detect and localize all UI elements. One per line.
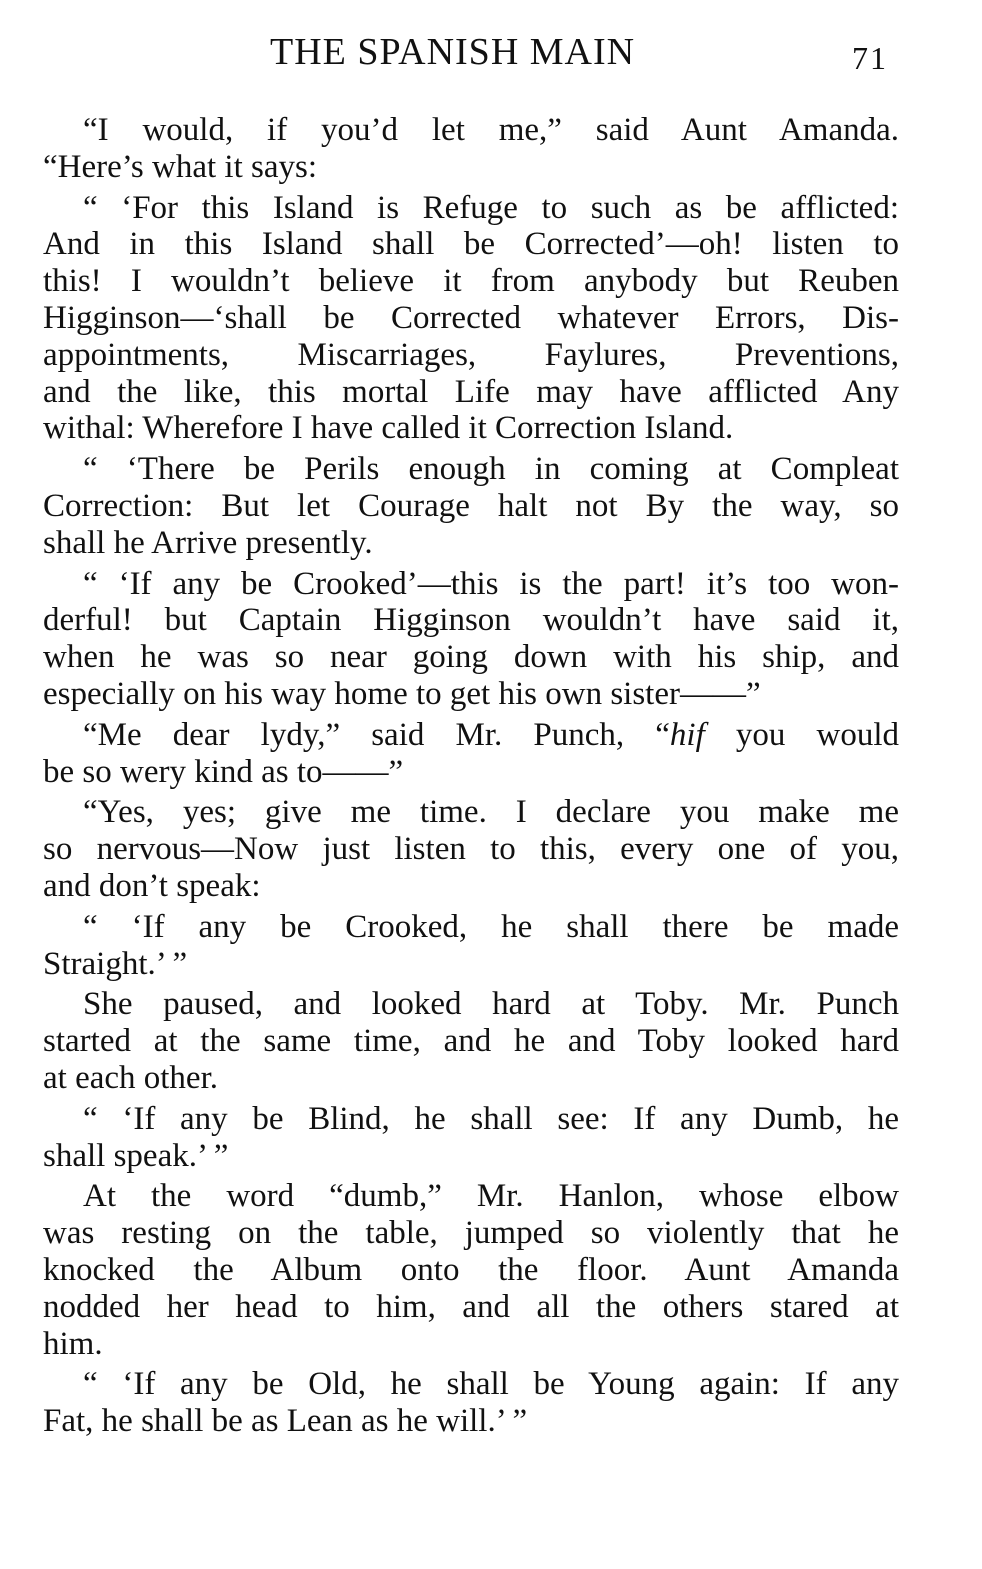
paragraph [43, 112, 899, 186]
paragraph [43, 190, 899, 448]
text-line: “ ‘If any be Crooked, he shall there be made [83, 908, 899, 945]
text-line: be so wery kind as to——” [43, 753, 404, 790]
paragraph [43, 1178, 899, 1362]
text-line: knocked the Album onto the floor. Aunt Amanda [43, 1251, 899, 1288]
emphasis: hif [669, 716, 705, 753]
text-line: “Yes, yes; give me time. I declare you make me [83, 794, 899, 831]
paragraph [43, 794, 899, 904]
text-line: withal: Wherefore I have called it Correction Island. [43, 410, 734, 447]
body-text [43, 112, 899, 1444]
running-title: THE SPANISH MAIN [270, 31, 636, 73]
page-number: 71 [852, 40, 888, 76]
paragraph [43, 1366, 899, 1440]
text-line: this! I wouldn’t believe it from anybody but Reuben [43, 263, 899, 300]
text-line: Higginson—‘shall be Corrected whatever Errors, Dis- [43, 299, 899, 336]
text-line: and don’t speak: [43, 867, 261, 904]
text-line: shall he Arrive presently. [43, 524, 373, 561]
paragraph [43, 717, 899, 791]
text-line: shall speak.’ ” [43, 1137, 229, 1174]
text-line: him. [43, 1325, 103, 1362]
text-line: appointments, Miscarriages, Faylures, Preventions, [43, 336, 899, 373]
paragraph [43, 566, 899, 713]
text-line: “Here’s what it says: [43, 148, 318, 185]
text-line: at each other. [43, 1059, 218, 1096]
paragraph [43, 1101, 899, 1175]
text-line: started at the same time, and he and Toby looked hard [43, 1023, 899, 1060]
text-line [43, 717, 899, 754]
text-line: when he was so near going down with his ship, and [43, 639, 899, 676]
text-line: Straight.’ ” [43, 945, 188, 982]
text-line: derful! but Captain Higginson wouldn’t have said it, [43, 602, 899, 639]
text-line: especially on his way home to get his own sister——” [43, 675, 761, 712]
paragraph [43, 909, 899, 983]
text-line: and the like, this mortal Life may have afflicted Any [43, 373, 899, 410]
text-line: so nervous—Now just listen to this, every one of you, [43, 831, 899, 868]
text-line: “ ‘If any be Blind, he shall see: If any Dumb, he [83, 1100, 899, 1137]
text-line: “I would, if you’d let me,” said Aunt Amanda. [83, 112, 899, 148]
text-line: nodded her head to him, and all the others stared at [43, 1288, 899, 1325]
running-head [0, 30, 982, 78]
text-line: Correction: But let Courage halt not By the way, so [43, 487, 899, 524]
text-line: And in this Island shall be Corrected’—oh! listen to [43, 226, 899, 263]
paragraph [43, 451, 899, 561]
text-line: “ ‘If any be Crooked’—this is the part! it’s too won- [83, 565, 899, 602]
text-line: Fat, he shall be as Lean as he will.’ ” [43, 1403, 528, 1440]
text-fragment: “Me dear lydy,” said Mr. Punch, “ [83, 716, 670, 753]
text-line: “ ‘For this Island is Refuge to such as be afflicted: [83, 189, 899, 226]
paragraph [43, 986, 899, 1096]
text-line: She paused, and looked hard at Toby. Mr. Punch [83, 986, 899, 1023]
text-line: “ ‘There be Perils enough in coming at Compleat [83, 451, 899, 488]
text-line: was resting on the table, jumped so violently that he [43, 1215, 899, 1252]
text-line: “ ‘If any be Old, he shall be Young again: If any [83, 1366, 899, 1403]
text-fragment: you would [704, 716, 899, 753]
text-line: At the word “dumb,” Mr. Hanlon, whose elbow [83, 1178, 899, 1215]
